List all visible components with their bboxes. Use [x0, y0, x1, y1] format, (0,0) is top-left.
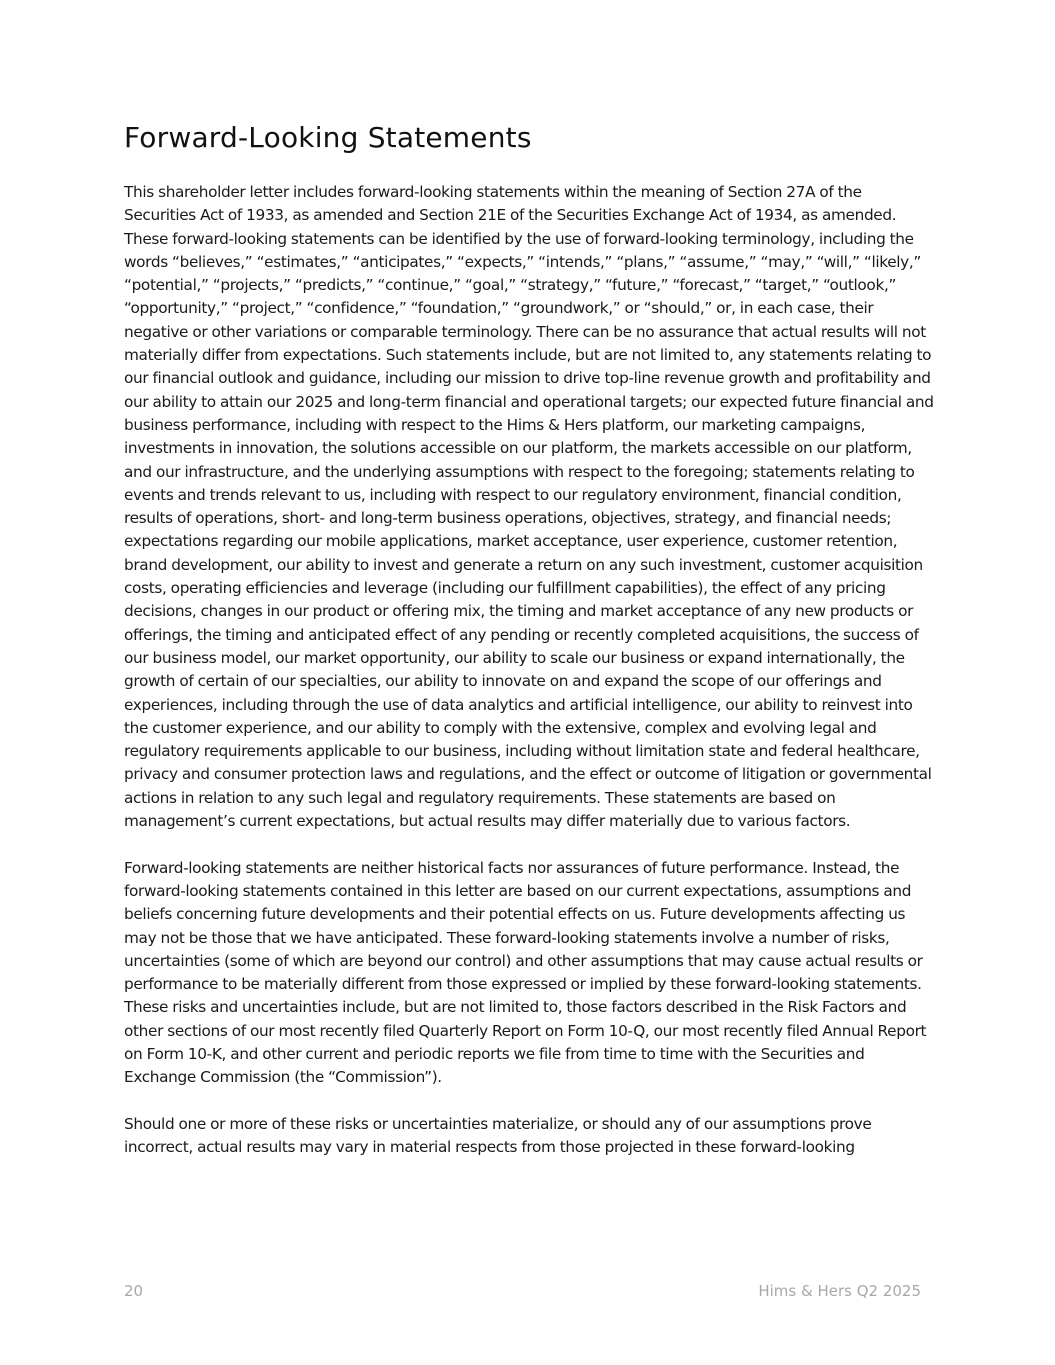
document-page — [124, 0, 934, 1365]
body-text — [124, 181, 934, 1183]
footer-brand: Hims & Hers Q2 2025 — [758, 1282, 921, 1300]
page-number: 20 — [124, 1282, 144, 1300]
paragraph-not-historical-facts: Forward-looking statements are neither historical facts nor assurances of future performance. Instead, the forward-looking statements contained in this letter are based on our current expectations, assumptions and beliefs concerning future developments and their potential effects on us. Future developments affecting us may not be those that we have anticipated. These forward-looking statements involve a number of risks, uncertainties (some of which are beyond our control) and other assumptions that may cause actual results or performance to be materially different from those expressed or implied by these forward-looking statements. These risks and uncertainties include, but are not limited to, those factors described in the Risk Factors and other sections of our most recently filed Quarterly Report on Form 10-Q, our most recently filed Annual Report on Form 10-K, and other current and periodic reports we file from time to time with the Securities and Exchange Commission (the “Commission”). — [124, 858, 927, 1087]
paragraph-forward-looking-intro: This shareholder letter includes forward-looking statements within the meaning of Section 27A of the Securities Act of 1933, as amended and Section 21E of the Securities Exchange Act of 1934, as amended. These forward-looking statements can be identified by the use of forward-looking terminology, including the words “believes,” “estimates,” “anticipates,” “expects,” “intends,” “plans,” “assume,” “may,” “will,” “likely,” “potential,” “projects,” “predicts,” “continue,” “goal,” “strategy,” “future,” “forecast,” “target,” “outlook,” “opportunity,” “project,” “confidence,” “foundation,” “groundwork,” or “should,” or, in each case, their negative or other variations or comparable terminology. There can be no assurance that actual results will not materially differ from expectations. Such statements include, but are not limited to, any statements relating to our financial outlook and guidance, including our mission to drive top-line revenue growth and profitability and our ability to attain our 2025 and long-term financial and operational targets; our expected future financial and business performance, including with respect to the Hims & Hers platform, our marketing campaigns, investments in innovation, the solutions accessible on our platform, the markets accessible on our platform, and our infrastructure, and the underlying assumptions with respect to the foregoing; statements relating to events and trends relevant to us, including with respect to our regulatory environment, financial condition, results of operations, short- and long-term business operations, objectives, strategy, and financial needs; expectations regarding our mobile applications, market acceptance, user experience, customer retention, brand development, our ability to invest and generate a return on any such investment, customer acquisition costs, operating efficiencies and leverage (including our fulfillment capabilities), the effect of any pricing decisions, changes in our product or offering mix, the timing and market acceptance of any new products or offerings, the timing and anticipated effect of any pending or recently completed acquisitions, the success of our business model, our market opportunity, our ability to scale our business or expand internationally, the growth of certain of our specialties, our ability to innovate on and expand the scope of our offerings and experiences, including through the use of data analytics and artificial intelligence, our ability to reinvest into the customer experience, and our ability to comply with the extensive, complex and evolving legal and regulatory requirements applicable to our business, including without limitation state and federal healthcare, privacy and consumer protection laws and regulations, and the effect or outcome of litigation or governmental actions in relation to any such legal and regulatory requirements. These statements are based on management’s current expectations, but actual results may differ materially due to various factors. — [124, 183, 934, 831]
page-title: Forward-Looking Statements — [124, 121, 532, 154]
paragraph-risks-materialize: Should one or more of these risks or uncertainties materialize, or should any of our assumptions prove incorrect, actual results may vary in material respects from those projected in these forward-looking — [124, 1114, 872, 1157]
